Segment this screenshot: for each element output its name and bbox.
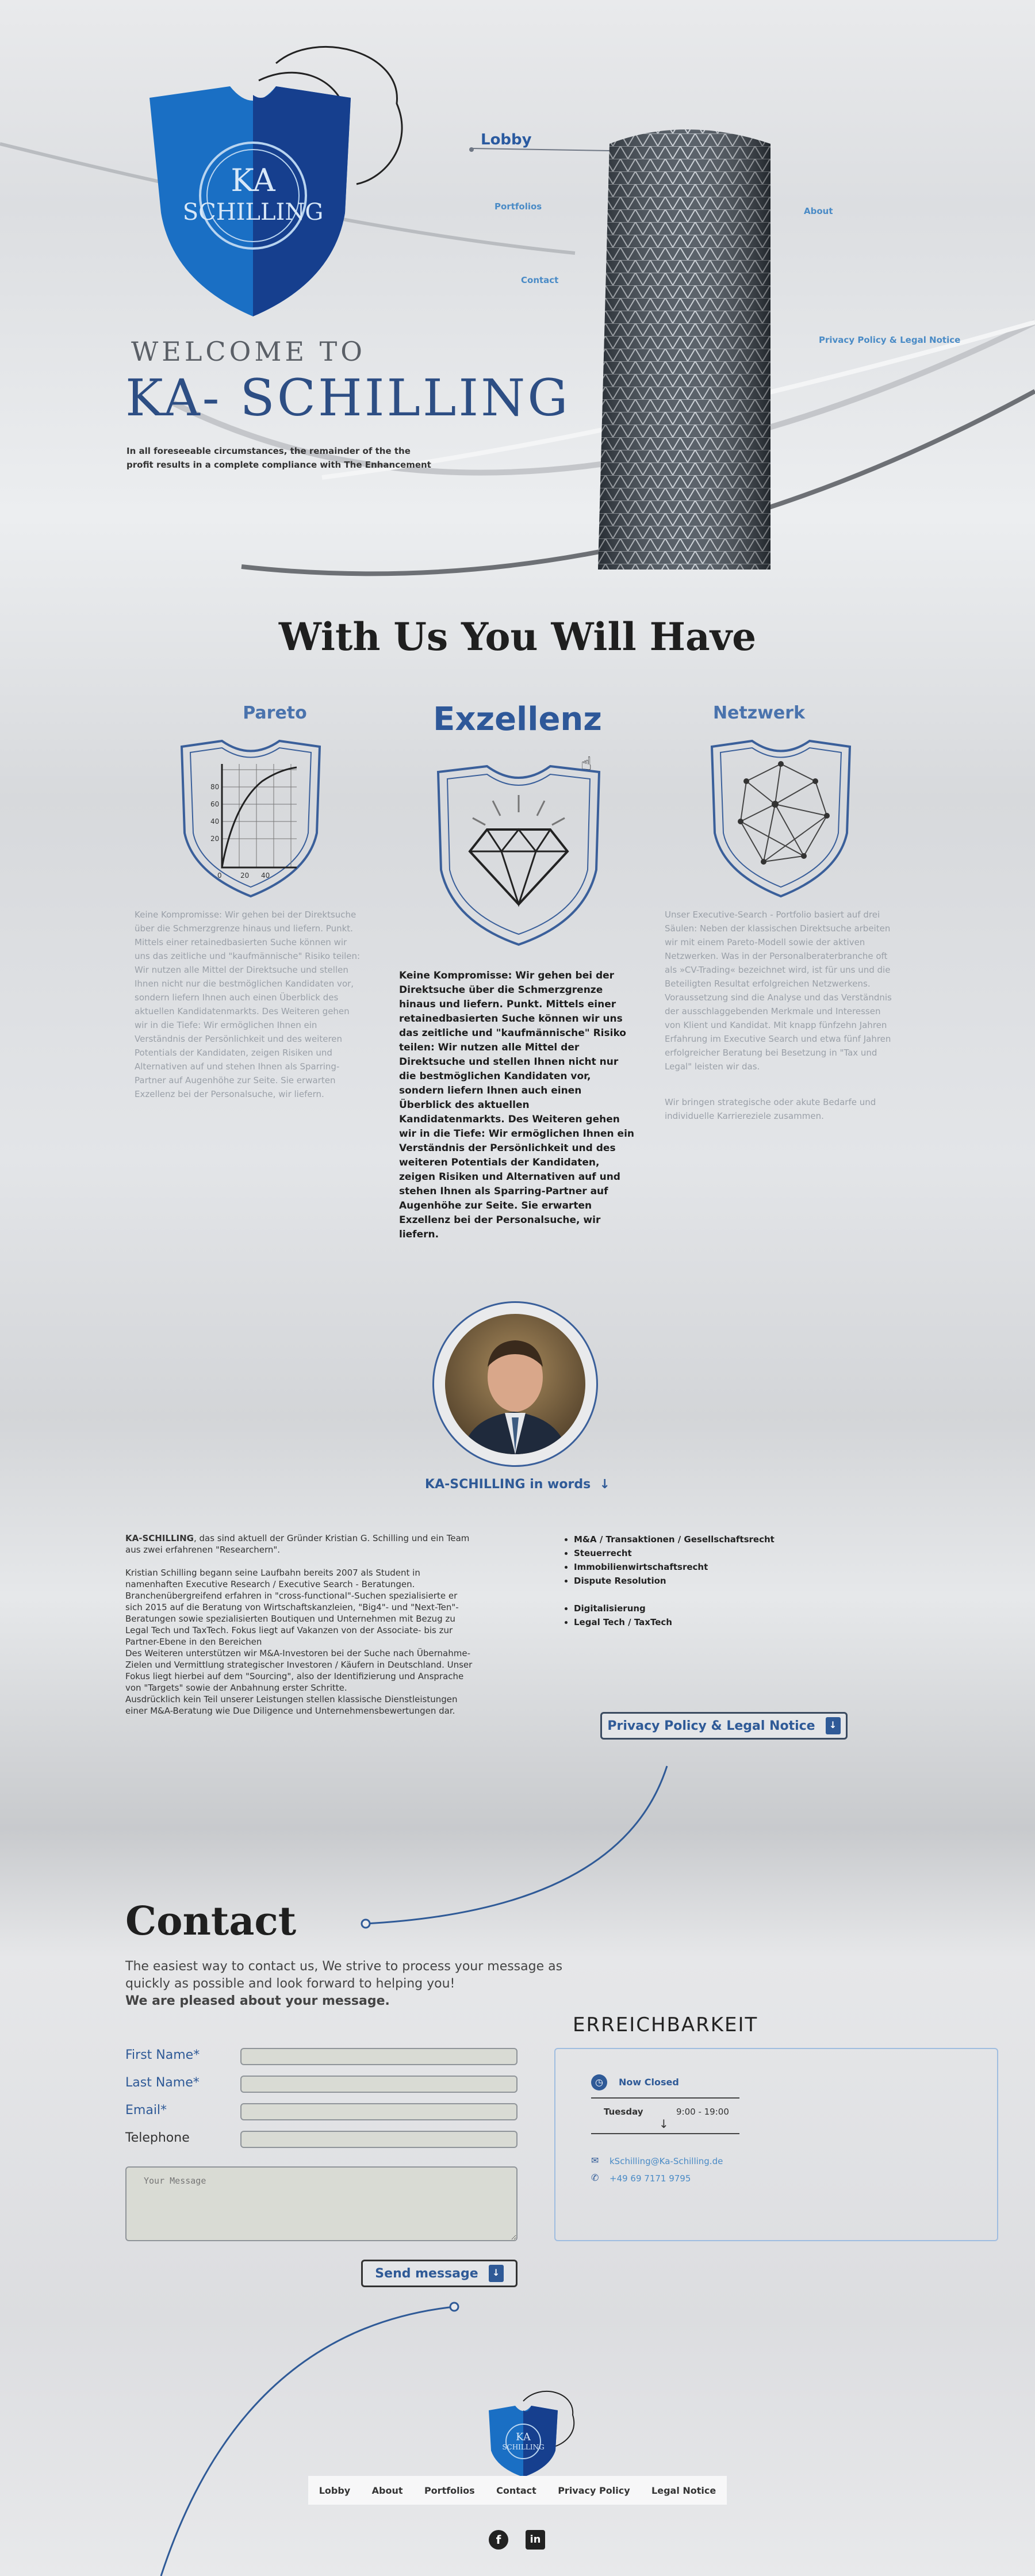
footer-nav-about[interactable]: About xyxy=(371,2485,403,2496)
telephone-input[interactable] xyxy=(240,2131,518,2148)
exzellenz-text: Keine Kompromisse: Wir gehen bei der Direktsuche über die Schmerzgrenze hinaus und liefern. Punkt. Mittels einer retainedbasierten Suche können wir uns das zeitliche und "kaufmännische" Risiko teilen: Wir nutzen alle Mittel der Direktsuche und stellen Ihnen nicht nur die bestmöglichen Kandidaten vor, sondern liefern Ihnen auch einen Überblick des aktuellen Kandidatenmarkts. Des Weiteren gehen wir in die Tiefe: Wir ermöglichen Ihnen ein Verständnis der Persönlichkeit und des weiteren Potentials der Kandidaten, zeigen Risiken und Alternativen auf und stehen Ihnen als Sparring-Partner auf Augenhöhe zur Seite. Sie erwarten Exzellenz bei der Personalsuche, wir liefern. xyxy=(399,970,635,1240)
footer-nav-lobby[interactable]: Lobby xyxy=(319,2485,351,2496)
about-body-2: Des Weiteren unterstützen wir M&A-Investoren bei der Suche nach Übernahme-Zielen und Vermittlung strategischer Investoren / Käufern in Deutschland. Unser Fokus liegt hierbei auf dem "Sourcing", also der Identifizierung und Ansprache von "Targets" sowie der Anbahnung erster Schritte. xyxy=(125,1648,473,1693)
network-shield-icon xyxy=(706,735,856,902)
phone-icon: ✆ xyxy=(591,2172,599,2183)
last-name-label: Last Name* xyxy=(125,2076,200,2090)
footer-nav xyxy=(308,2476,727,2505)
nav-about[interactable]: About xyxy=(804,206,833,216)
contact-title: Contact xyxy=(125,1898,297,1944)
exzellenz-title: Exzellenz xyxy=(433,701,602,738)
nav-contact[interactable]: Contact xyxy=(521,275,559,285)
about-lead: , das sind aktuell der Gründer Kristian G. Schilling und ein Team aus zwei erfahrenen "Researchern". xyxy=(125,1533,470,1555)
diamond-shield-icon xyxy=(432,760,605,950)
list-item: • Legal Tech / TaxTech xyxy=(574,1615,775,1629)
reachability-title: ERREICHBARKEIT xyxy=(573,2013,758,2036)
list-item: • Immobilienwirtschaftsrecht xyxy=(574,1560,775,1574)
nav-portfolios[interactable]: Portfolios xyxy=(494,201,542,212)
linkedin-icon[interactable]: in xyxy=(526,2530,545,2550)
message-input[interactable] xyxy=(125,2166,518,2241)
netzwerk-title: Netzwerk xyxy=(712,703,806,723)
footer-logo-icon[interactable] xyxy=(477,2387,575,2479)
arrow-down-icon: ↓ xyxy=(595,1477,610,1492)
list-item: • Dispute Resolution xyxy=(574,1574,775,1588)
contact-intro xyxy=(125,1958,608,2010)
shield-logo-icon xyxy=(144,40,408,322)
list-item: • Digitalisierung xyxy=(574,1602,775,1615)
intro-bold: The easiest way to contact us, xyxy=(125,1959,319,1974)
chart-tick: 40 xyxy=(210,817,220,825)
logo-text-2: SCHILLING xyxy=(182,199,324,226)
expertise-list xyxy=(564,1532,775,1629)
netzwerk-text: Unser Executive-Search - Portfolio basiert auf drei Säulen: Neben der klassischen Direktsuche arbeiten wir mit einem Pareto-Modell sowie der aktiven Netzwerken. Was in der Personalberaterbranche oft als »CV-Trading« bezeichnet wird, ist für uns und die Beteiligten Resultat erfolgreichen Netzwerkens. Voraussetzung sind die Analyse und das Verständnis der ausschlaggebenden Merkmale und Interessen von Klient und Kandidat. Mit knapp fünfzehn Jahren Erfahrung im Executive Search und etwa fünf Jahren erfolgreicher Beratung bei Besetzung in "Tax und Legal" leisten wir das. xyxy=(665,909,892,1072)
list-item: • Steuerrecht xyxy=(574,1546,775,1560)
logo-text-1: KA xyxy=(231,162,275,198)
reachability-panel xyxy=(554,2048,998,2241)
chart-tick: 60 xyxy=(210,800,220,808)
about-lead-bold: KA-SCHILLING xyxy=(125,1533,194,1543)
email-label: Email* xyxy=(125,2103,167,2118)
brand-heading: KA- SCHILLING xyxy=(125,368,570,427)
clock-icon: ◷ xyxy=(591,2074,607,2090)
first-name-label: First Name* xyxy=(125,2048,200,2062)
tower-image xyxy=(598,121,776,570)
mail-icon: ✉ xyxy=(591,2155,599,2166)
telephone-label: Telephone xyxy=(125,2131,190,2145)
about-text xyxy=(125,1532,476,1717)
hours-time: 9:00 - 19:00 xyxy=(676,2107,729,2117)
footer-logo-text-1: KA xyxy=(516,2431,531,2443)
hours-day: Tuesday xyxy=(604,2107,643,2117)
hero-subtitle: In all foreseeable circumstances, the remainder of the the profit results in a complete compliance with The Enhancement xyxy=(126,446,431,470)
about-words-link[interactable]: KA-SCHILLING in words ↓ xyxy=(425,1477,610,1492)
hand-cursor-icon: ☝ xyxy=(581,752,592,774)
netzwerk-text-2: Wir bringen strategische oder akute Bedarfe und individuelle Karriereziele zusammen. xyxy=(665,1097,876,1121)
nav-lobby[interactable]: Lobby xyxy=(481,131,532,148)
expand-hours-icon[interactable]: ↓ xyxy=(659,2117,669,2131)
first-name-input[interactable] xyxy=(240,2048,518,2065)
chart-tick: 80 xyxy=(210,783,220,791)
contact-phone[interactable]: +49 69 7171 9795 xyxy=(610,2173,691,2184)
send-message-button[interactable]: Send message ↓ xyxy=(361,2260,518,2287)
nav-privacy[interactable]: Privacy Policy & Legal Notice xyxy=(819,335,961,345)
pareto-title: Pareto xyxy=(243,703,307,723)
founder-photo xyxy=(445,1314,585,1454)
footer-nav-contact[interactable]: Contact xyxy=(496,2485,536,2496)
intro-rest: We strive to process your message as quickly as possible and look forward to helping you! xyxy=(125,1959,563,1991)
privacy-button[interactable]: Privacy Policy & Legal Notice ↓ xyxy=(600,1712,848,1740)
facebook-icon[interactable]: f xyxy=(489,2530,508,2550)
chart-tick: 40 xyxy=(261,872,270,880)
features-title: With Us You Will Have xyxy=(278,614,757,659)
chart-tick: 0 xyxy=(217,872,222,880)
intro-last: We are pleased about your message. xyxy=(125,1994,390,2008)
email-input[interactable] xyxy=(240,2103,518,2120)
brand-logo[interactable] xyxy=(144,40,408,324)
about-body: Kristian Schilling begann seine Laufbahn bereits 2007 als Student in namenhaften Executive Research / Executive Search - Beratungen. Branchenübergreifend erfahren in "cross-functional"-Suchen spezialisierte er sich 2015 auf die Beratung von Wirtschaftskanzleien, "Big4"- und "Next-Ten"-Beratungen sowie spezialisierten Boutiquen und Unternehmen mit Bezug zu Legal Tech und TaxTech. Fokus liegt auf Vakanzen von der Associate- bis zur Partner-Ebene in den Bereichen xyxy=(125,1568,459,1647)
footer-nav-privacy[interactable]: Privacy Policy xyxy=(558,2485,630,2496)
footer-logo-text-2: SCHILLING xyxy=(502,2443,545,2451)
download-document-icon xyxy=(826,1717,841,1734)
send-icon xyxy=(489,2265,504,2282)
chart-tick: 20 xyxy=(240,872,250,880)
about-body-3: Ausdrücklich kein Teil unserer Leistungen stellen klassische Dienstleistungen einer M&A-Beratung wie Due Diligence und Unternehmensbewertungen dar. xyxy=(125,1694,458,1716)
chart-tick: 20 xyxy=(210,835,220,843)
pareto-text: Keine Kompromisse: Wir gehen bei der Direktsuche über die Schmerzgrenze hinaus und liefern. Punkt. Mittels einer retainedbasierten Suche können wir uns das zeitliche und "kaufmännische" Risiko teilen: Wir nutzen alle Mittel der Direktsuche und stellen Ihnen nicht nur die bestmöglichen Kandidaten vor, sondern liefern Ihnen auch einen Überblick des aktuellen Kandidatenmarkts. Des Weiteren gehen wir in die Tiefe: Wir ermöglichen Ihnen ein Verständnis der Persönlichkeit und des weiteren Potentials der Kandidaten, zeigen Risiken und Alternativen auf und stehen Ihnen als Sparring-Partner auf Augenhöhe zur Seite. Sie erwarten Exzellenz bei der Personalsuche, wir liefern. xyxy=(135,909,361,1099)
welcome-heading: WELCOME TO xyxy=(131,336,366,367)
last-name-input[interactable] xyxy=(240,2076,518,2093)
contact-email[interactable]: kSchilling@Ka-Schilling.de xyxy=(610,2156,723,2166)
footer-nav-portfolios[interactable]: Portfolios xyxy=(424,2485,475,2496)
pareto-chart-icon xyxy=(176,735,325,902)
list-item: • M&A / Transaktionen / Gesellschaftsrecht xyxy=(574,1532,775,1546)
footer-nav-legal[interactable]: Legal Notice xyxy=(651,2485,716,2496)
open-status: Now Closed xyxy=(619,2077,679,2088)
